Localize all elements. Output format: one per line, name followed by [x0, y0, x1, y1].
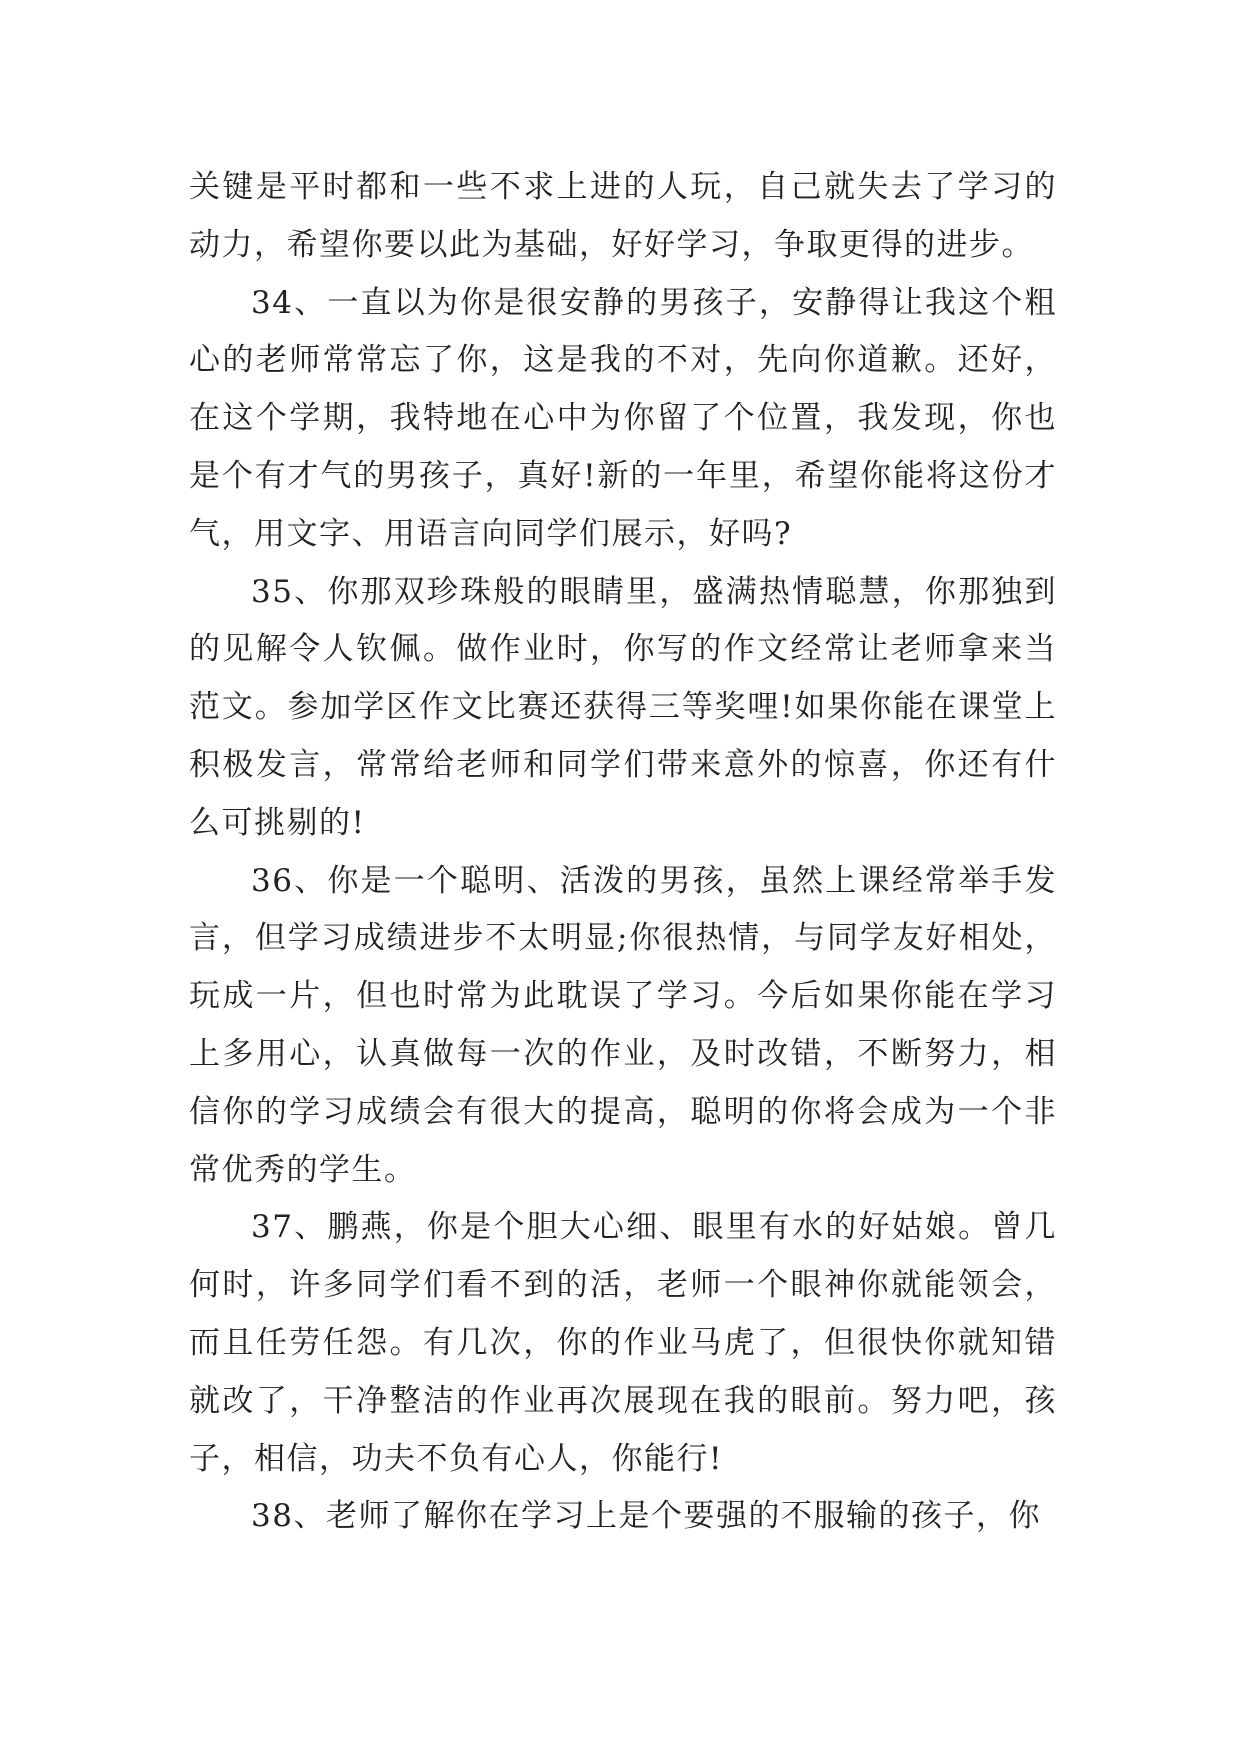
paragraph-38: 38、老师了解你在学习上是个要强的不服输的孩子，你 [251, 1498, 1041, 1535]
paragraph-36: 36、你是一个聪明、活泼的男孩，虽然上课经常举手发言，但学习成绩进步不太明显;你很热情，与同学友好相处，玩成一片，但也时常为此耽误了学习。今后如果你能在学习上多用心，认真做每一次的作业，及时改错，不断努力，相信你的学习成绩会有很大的提高，聪明的你将会成为一个非常优秀的学生。 [189, 862, 1057, 1188]
paragraph-37: 37、鹏燕，你是个胆大心细、眼里有水的好姑娘。曾几何时，许多同学们看不到的活，老师一个眼神你就能领会，而且任劳任怨。有几次，你的作业马虎了，但很快你就知错就改了，干净整洁的作业再次展现在我的眼前。努力吧，孩子，相信，功夫不负有心人，你能行! [189, 1209, 1057, 1477]
document-page [189, 159, 1057, 1546]
paragraph-33-continued: 关键是平时都和一些不求上进的人玩，自己就失去了学习的动力，希望你要以此为基础，好好学习，争取更得的进步。 [189, 169, 1057, 263]
paragraph-35: 35、你那双珍珠般的眼睛里，盛满热情聪慧，你那独到的见解令人钦佩。做作业时，你写的作文经常让老师拿来当范文。参加学区作文比赛还获得三等奖哩!如果你能在课堂上积极发言，常常给老师和同学们带来意外的惊喜，你还有什么可挑剔的! [189, 573, 1057, 841]
paragraph-34: 34、一直以为你是很安静的男孩子，安静得让我这个粗心的老师常常忘了你，这是我的不对，先向你道歉。还好，在这个学期，我特地在心中为你留了个位置，我发现，你也是个有才气的男孩子，真好!新的一年里，希望你能将这份才气，用文字、用语言向同学们展示，好吗? [189, 284, 1057, 552]
